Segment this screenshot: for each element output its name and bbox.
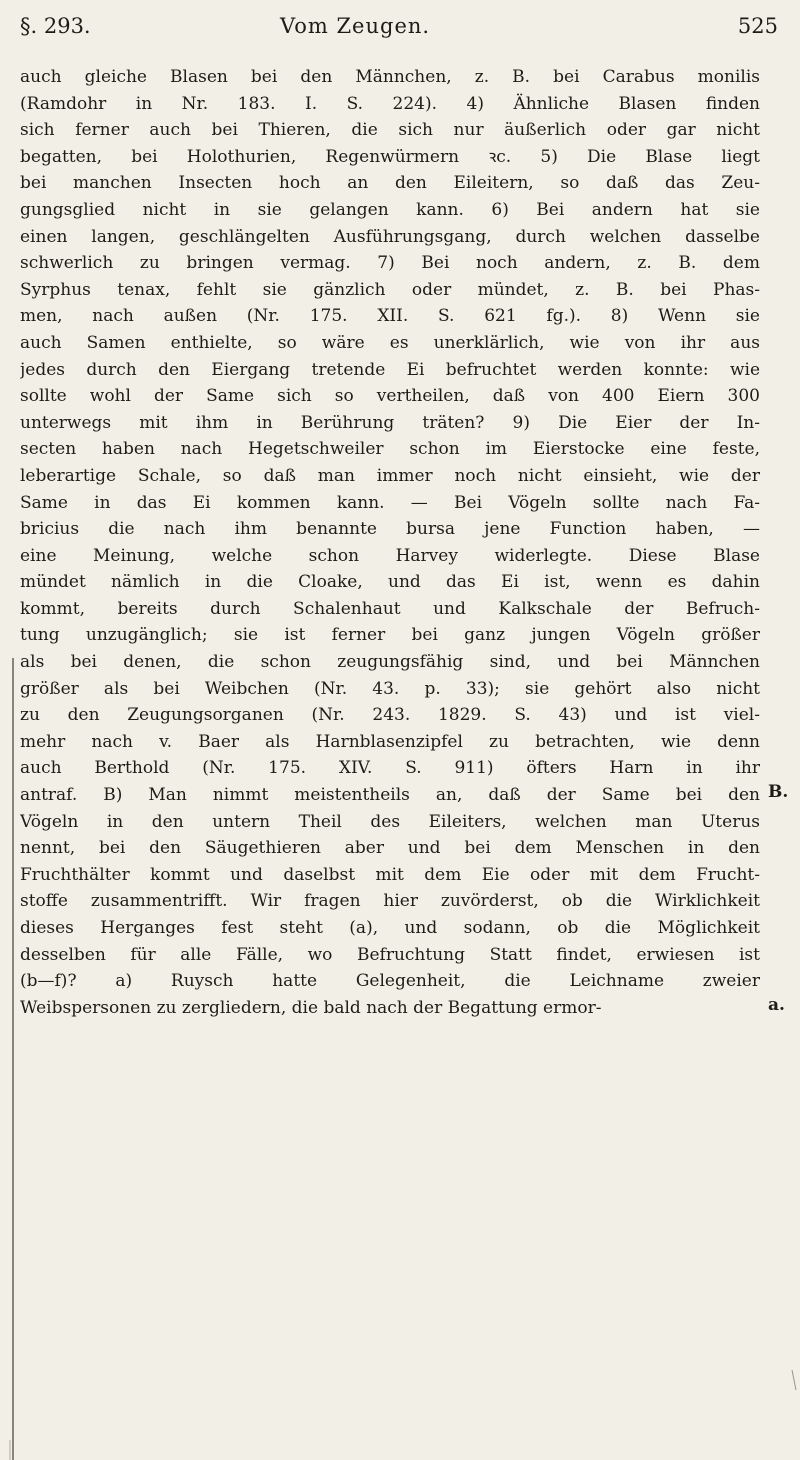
text-line: Syrphus tenax, fehlt sie gänzlich oder mündet, z. B. bei Phas-: [20, 279, 760, 300]
text-line: dieses Herganges fest steht (a), und sodann, ob die Möglichkeit: [20, 918, 760, 938]
text-line: bricius die nach ihm benannte bursa jene Function haben, —: [20, 519, 760, 540]
text-line: sollte wohl der Same sich so vertheilen, daß von 400 Eiern 300: [20, 386, 760, 407]
text-line: leberartige Schale, so daß man immer noch nicht einsieht, wie der: [20, 465, 760, 486]
text-line: secten haben nach Hegetschweiler schon im Eierstocke eine feste,: [20, 439, 760, 460]
body-text: [20, 64, 760, 1021]
text-line: schwerlich zu bringen vermag. 7) Bei noch andern, z. B. dem: [20, 253, 760, 274]
text-line: mehr nach v. Baer als Harnblasenzipfel zu betrachten, wie denn: [20, 731, 760, 752]
page-number: 525: [737, 14, 778, 38]
text-line: stoffe zusammentrifft. Wir fragen hier zuvörderst, ob die Wirklichkeit: [20, 891, 760, 912]
text-line: jedes durch den Eiergang tretende Ei befruchtet werden konnte: wie: [20, 359, 760, 380]
margin-note-a: a.: [768, 995, 785, 1015]
text-line: bei manchen Insecten hoch an den Eileitern, so daß das Zeu-: [20, 173, 760, 194]
text-line: Same in das Ei kommen kann. — Bei Vögeln sollte nach Fa-: [20, 492, 760, 513]
text-line: unterwegs mit ihm in Berührung träten? 9) Die Eier der In-: [20, 412, 760, 433]
text-line: auch Samen enthielte, so wäre es unerklärlich, wie von ihr aus: [20, 332, 760, 353]
text-line: einen langen, geschlängelten Ausführungsgang, durch welchen dasselbe: [20, 226, 760, 247]
text-line: sich ferner auch bei Thieren, die sich nur äußerlich oder gar nicht: [20, 120, 760, 141]
text-line: men, nach außen (Nr. 175. XII. S. 621 fg.). 8) Wenn sie: [20, 306, 760, 327]
binding-shadow: [12, 658, 14, 1460]
text-line: desselben für alle Fälle, wo Befruchtung Statt findet, erwiesen ist: [20, 944, 760, 965]
page-header: [20, 8, 778, 44]
text-line: gungsglied nicht in sie gelangen kann. 6) Bei andern hat sie: [20, 199, 760, 220]
text-line: größer als bei Weibchen (Nr. 43. p. 33); sie gehört also nicht: [20, 678, 760, 699]
text-line: begatten, bei Holothurien, Regenwürmern ꝛc. 5) Die Blase liegt: [20, 146, 760, 167]
text-line: (b—f)? a) Ruysch hatte Gelegenheit, die Leichname zweier: [20, 971, 760, 992]
text-line: Fruchthälter kommt und daselbst mit dem Eie oder mit dem Frucht-: [20, 864, 760, 885]
text-line: Vögeln in den untern Theil des Eileiters, welchen man Uterus: [20, 811, 760, 832]
section-number: §. 293.: [20, 14, 91, 38]
text-line: tung unzugänglich; sie ist ferner bei ganz jungen Vögeln größer: [20, 625, 760, 646]
text-line: mündet nämlich in die Cloake, und das Ei ist, wenn es dahin: [20, 572, 760, 593]
text-line: nennt, bei den Säugethieren aber und bei dem Menschen in den: [20, 838, 760, 859]
text-line: (Ramdohr in Nr. 183. I. S. 224). 4) Ähnliche Blasen finden: [20, 93, 760, 114]
text-line: kommt, bereits durch Schalenhaut und Kalkschale der Befruch-: [20, 598, 760, 619]
text-line: Weibspersonen zu zergliedern, die bald nach der Begattung ermor-: [20, 997, 602, 1018]
text-line: antraf. B) Man nimmt meistentheils an, daß der Same bei den: [20, 785, 760, 806]
text-line: eine Meinung, welche schon Harvey widerlegte. Diese Blase: [20, 545, 760, 566]
running-title: Vom Zeugen.: [280, 14, 431, 38]
margin-note-b: B.: [768, 782, 789, 802]
text-line: als bei denen, die schon zeugungsfähig sind, und bei Männchen: [20, 652, 760, 673]
text-line: zu den Zeugungsorganen (Nr. 243. 1829. S. 43) und ist viel-: [20, 705, 760, 726]
text-line: auch gleiche Blasen bei den Männchen, z. B. bei Carabus monilis: [20, 67, 760, 87]
text-line: auch Berthold (Nr. 175. XIV. S. 911) öfters Harn in ihr: [20, 758, 760, 779]
